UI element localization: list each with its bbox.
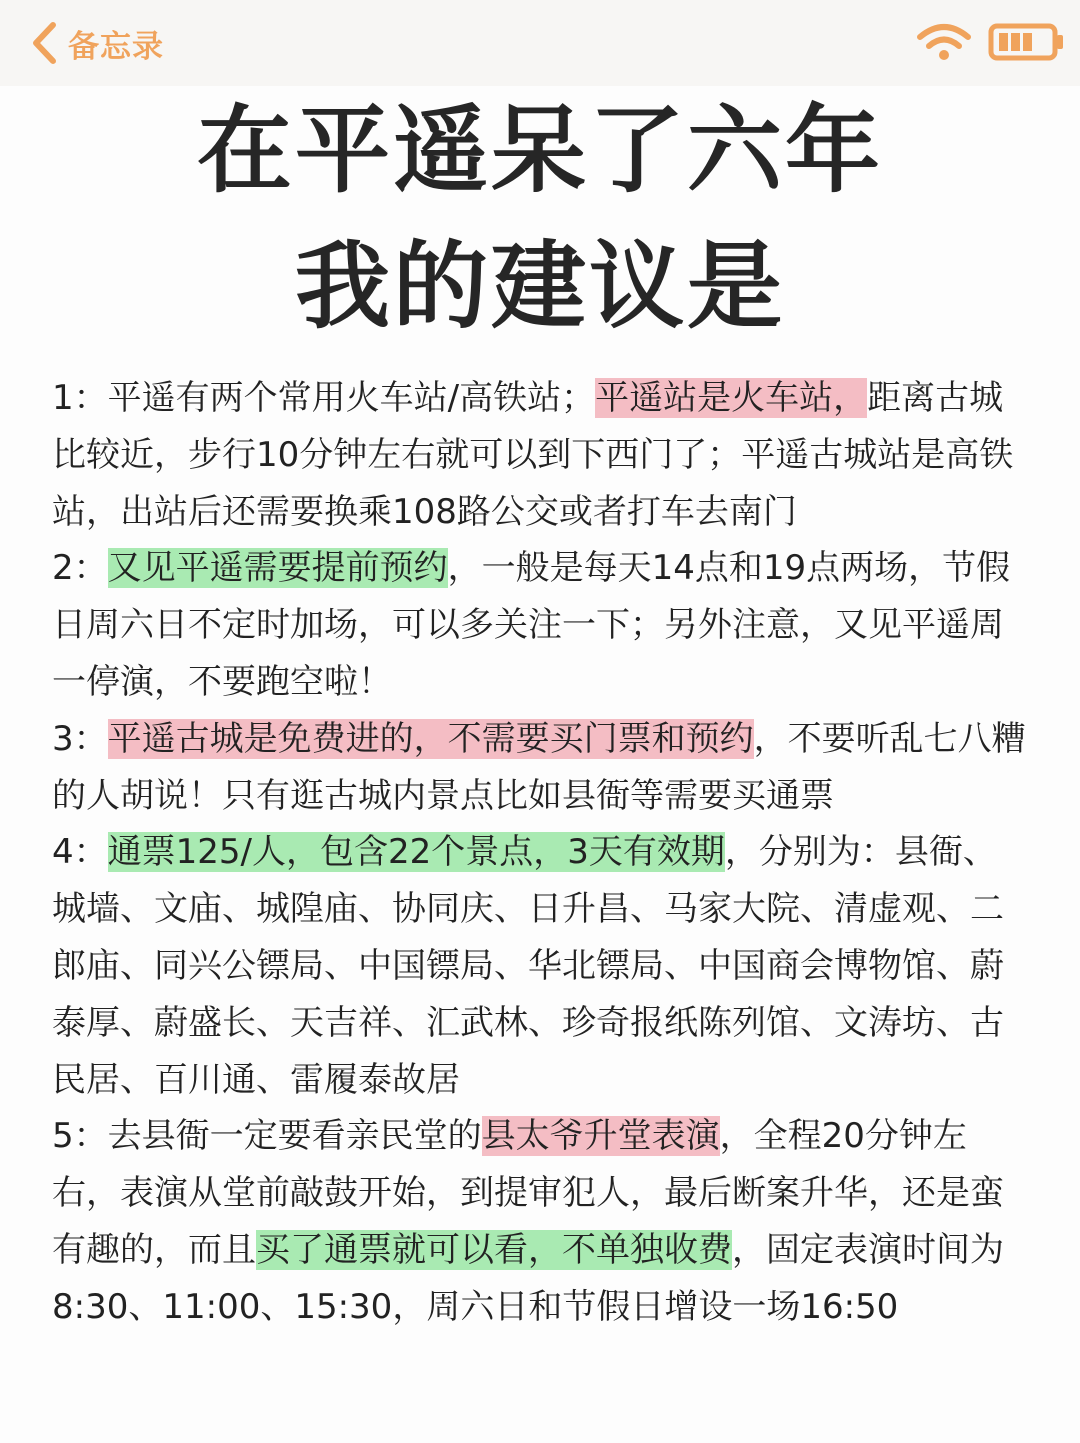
battery-icon: [988, 22, 1066, 62]
list-item: [52, 370, 1030, 540]
status-indicators: [916, 20, 1066, 64]
page-title-line-1: 在平遥呆了六年: [196, 96, 883, 206]
page-title-line-2: 我的建议是: [294, 232, 785, 342]
item-lead: 4：: [52, 832, 108, 873]
highlight-pink: 平遥站是火车站，: [595, 378, 868, 418]
item-lead: 5：去县衙一定要看亲民堂的: [52, 1116, 482, 1157]
list-item: [52, 711, 1030, 825]
item-lead: 2：: [52, 548, 108, 589]
chevron-left-icon: [30, 21, 58, 65]
highlight-green: 通票125/人，包含22个景点，3天有效期: [107, 832, 725, 873]
back-button[interactable]: [30, 18, 164, 68]
list-item: [52, 1108, 1030, 1335]
item-text: ，固定表演时间为8:30、11:00、15:30，周六日和节假日增设一场16:50: [52, 1229, 1004, 1327]
item-text: 距离古城比较近，步行10分钟左右就可以到下西门了；平遥古城站是高铁站，出站后还需要换乘108路公交或者打车去南门: [52, 378, 1014, 532]
highlight-green: 又见平遥需要提前预约: [107, 548, 448, 589]
list-item: [52, 540, 1030, 710]
note-body: [52, 370, 1030, 1336]
item-text: ，一般是每天14点和19点两场，节假日周六日不定时加场，可以多关注一下；另外注意，又见平遥周一停演，不要跑空啦！: [52, 548, 1011, 702]
highlight-pink: 县太爷升堂表演: [481, 1116, 720, 1157]
item-text: ，分别为：县衙、城墙、文庙、城隍庙、协同庆、日升昌、马家大院、清虚观、二郎庙、同兴公镖局、中国镖局、华北镖局、中国商会博物馆、蔚泰厚、蔚盛长、天吉祥、汇武林、珍奇报纸陈列馆、文涛坊、古民居、百川通、雷履泰故居: [52, 832, 1004, 1100]
back-label: 备忘录: [68, 28, 164, 65]
item-text: ，不要听乱七八糟的人胡说！只有逛古城内景点比如县衙等需要买通票: [52, 718, 1026, 816]
navigation-bar: [0, 0, 1080, 86]
highlight-pink: 平遥古城是免费进的，不需要买门票和预约: [107, 718, 754, 759]
list-item: [52, 824, 1030, 1108]
item-lead: 1：平遥有两个常用火车站/高铁站；: [52, 378, 596, 418]
item-lead: 3：: [52, 718, 108, 759]
wifi-icon: [916, 22, 972, 62]
item-text: ，全程20分钟左右，表演从堂前敲鼓开始，到提审犯人，最后断案升华，还是蛮有趣的，而且: [52, 1116, 1004, 1270]
highlight-green: 买了通票就可以看，不单独收费: [256, 1229, 732, 1270]
